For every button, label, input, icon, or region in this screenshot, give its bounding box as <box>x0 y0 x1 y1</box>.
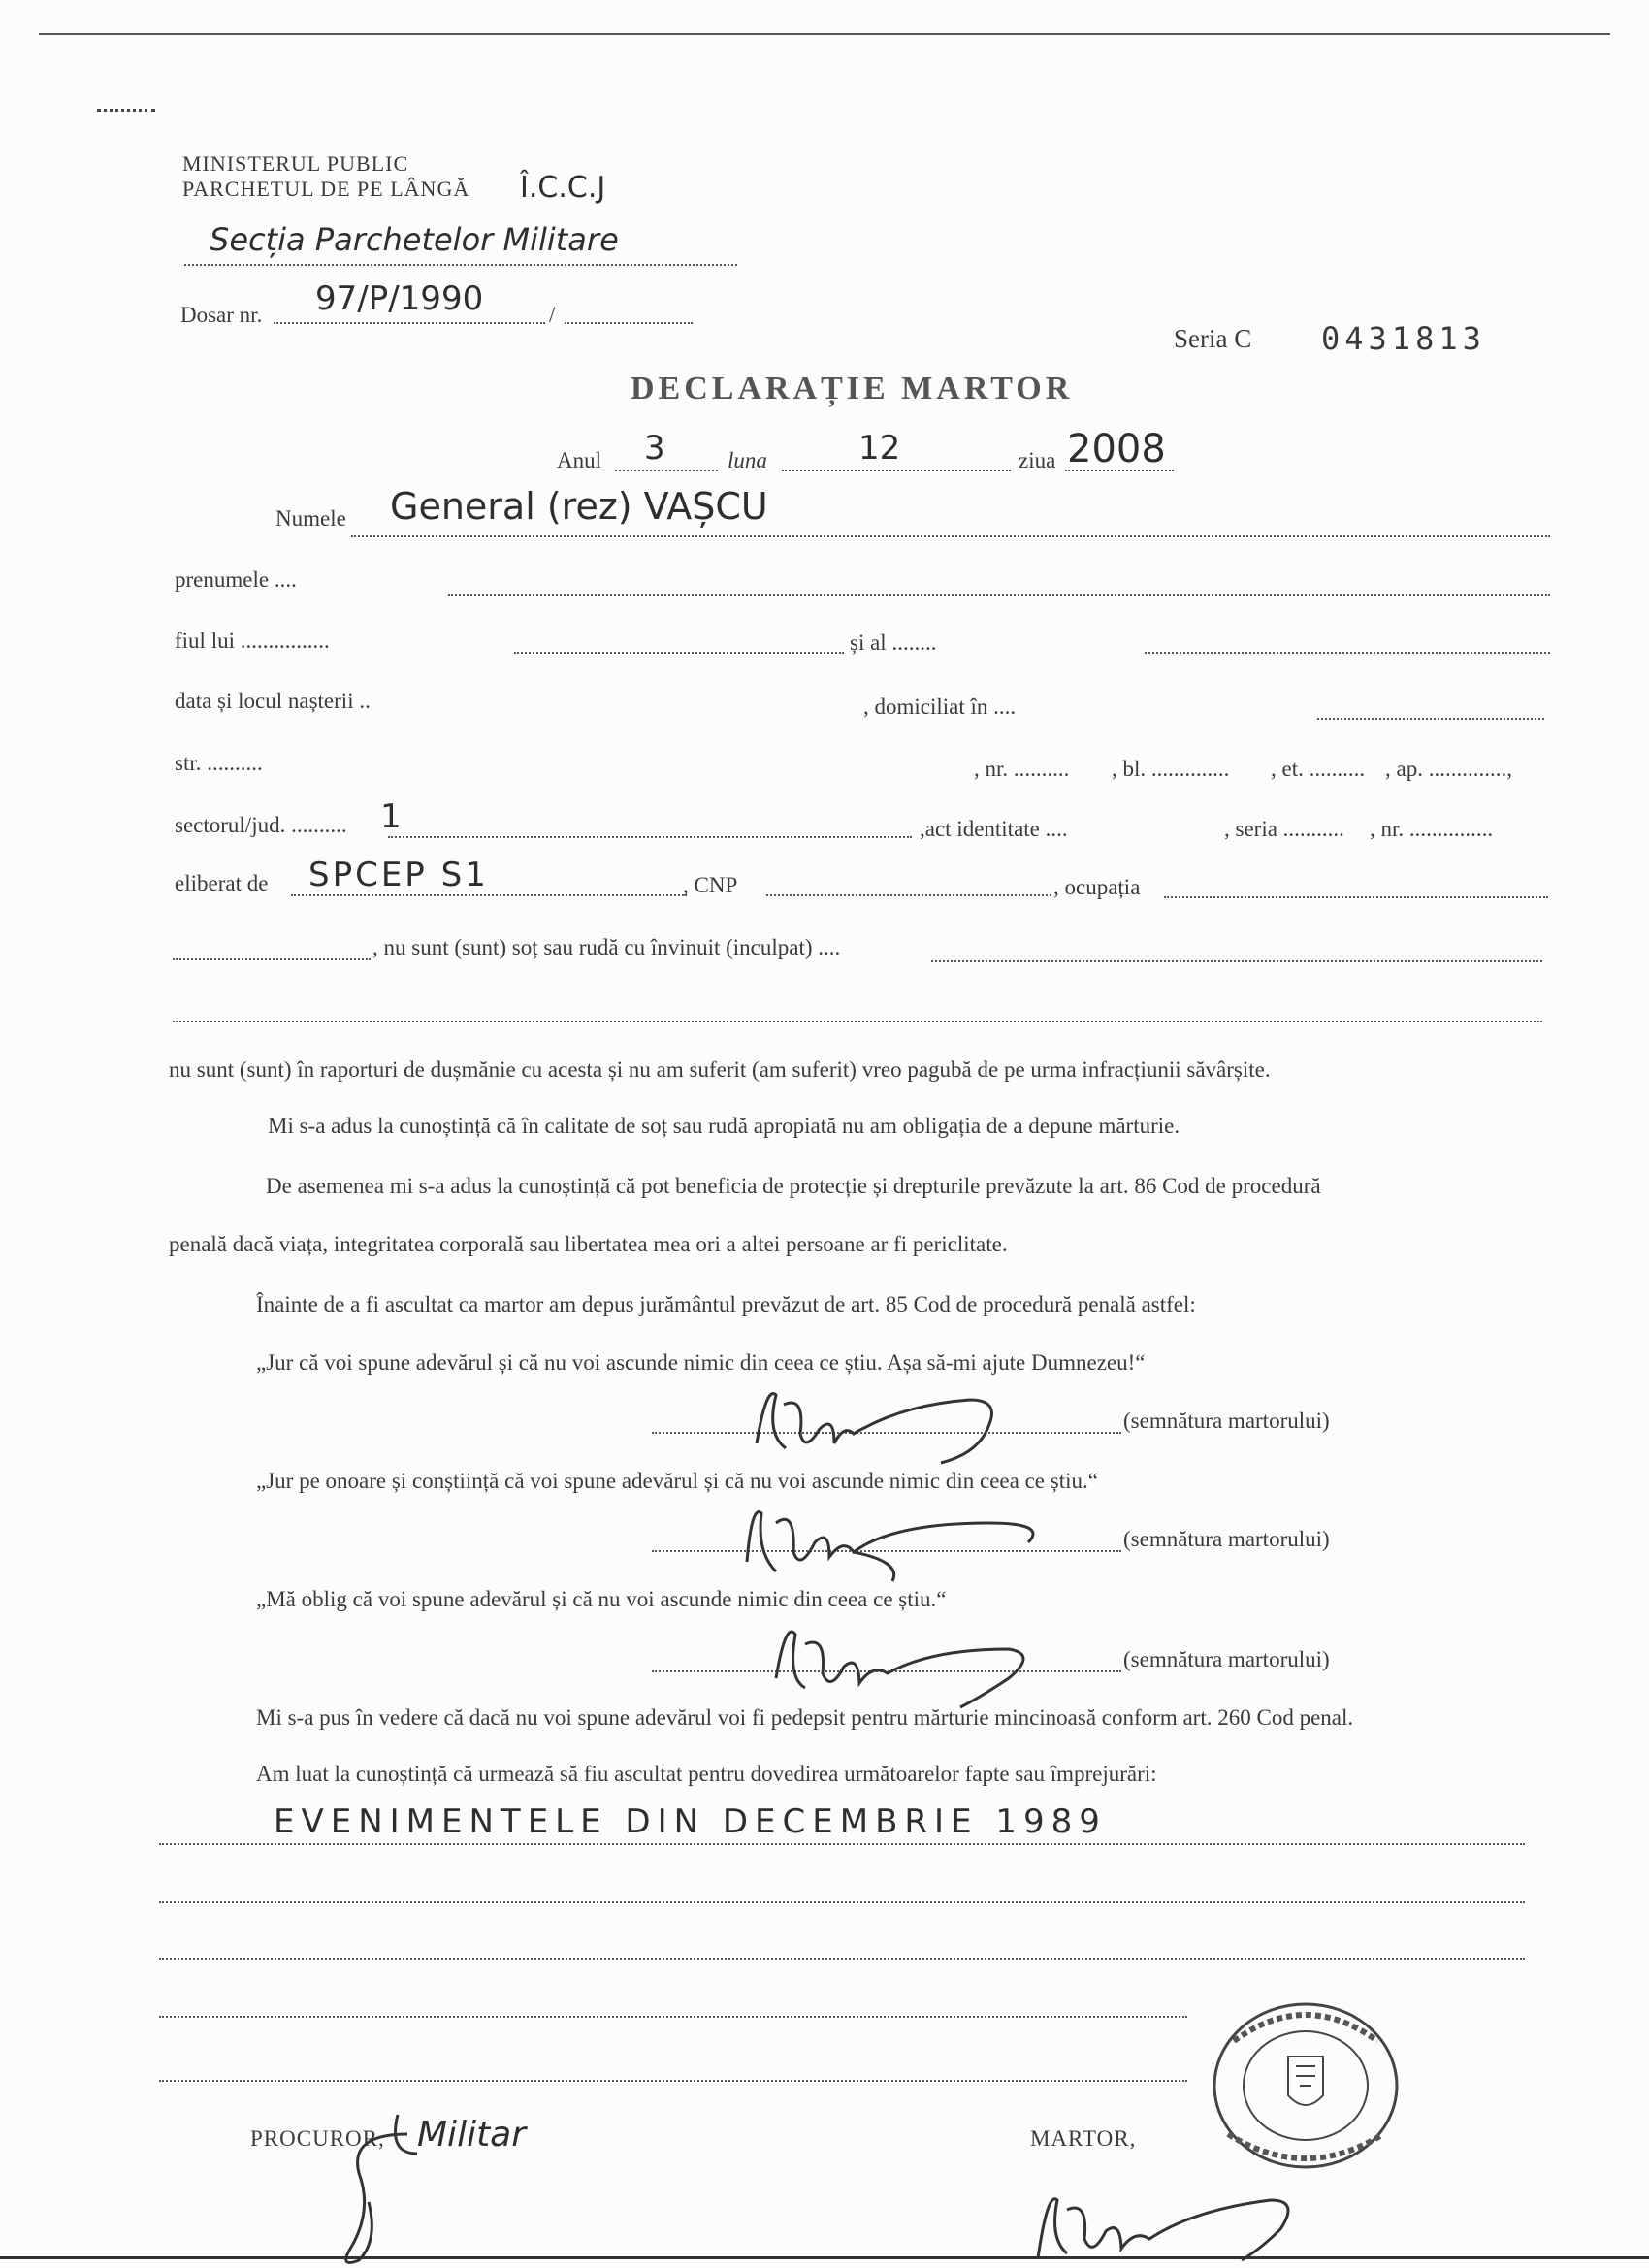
domicile-dots <box>1317 718 1544 720</box>
issued-by-value: SPCEP S1 <box>308 856 489 894</box>
year-value: 3 <box>644 429 665 468</box>
ministry-heading: MINISTERUL PUBLIC <box>182 151 409 176</box>
month-dots <box>782 470 1011 471</box>
statement-facts-intro: Am luat la cunoștință că urmează să fiu ascultat pentru dovedirea următoarelor fapte sau împrejurări: <box>256 1762 1157 1786</box>
year-label: Anul <box>557 448 601 472</box>
facts-value: EVENIMENTELE DIN DECEMBRIE 1989 <box>274 1802 1107 1841</box>
stair-label: , et. .......... <box>1271 757 1366 781</box>
oath1-sig-label: (semnătura martorului) <box>1123 1409 1330 1433</box>
year-dots <box>615 470 718 471</box>
witness-signature-3 <box>766 1610 1086 1717</box>
office-hand-value: Î.C.C.J <box>520 171 606 205</box>
witness-signature-2 <box>737 1484 1086 1591</box>
facts-dots-5 <box>159 2080 1187 2082</box>
day-value: 2008 <box>1067 427 1166 471</box>
father-label: fiul lui ................ <box>175 629 330 653</box>
sector-label: sectorul/jud. .......... <box>175 813 347 837</box>
domicile-label: , domiciliat în .... <box>863 695 1017 719</box>
facts-dots-2 <box>159 1901 1525 1903</box>
oath3-sig-label: (semnătura martorului) <box>1123 1647 1330 1671</box>
statement-no-obligation: Mi s-a adus la cunoștință că în calitate de soț sau rudă apropiată nu am obligația de a depune mărturie. <box>268 1114 1180 1138</box>
id-series-label: , seria ........... <box>1224 817 1344 841</box>
dosar-separator: / <box>549 303 556 327</box>
relative-label: , nu sunt (sunt) soț sau rudă cu învinuit (inculpat) .... <box>372 935 841 959</box>
sector-dots <box>388 836 912 838</box>
statement-oath-intro: Înainte de a fi ascultat ca martor am depus jurământul prevăzut de art. 85 Cod de procedură penală astfel: <box>256 1292 1196 1316</box>
witness-final-signature <box>1028 2171 1319 2264</box>
oath2-sig-label: (semnătura martorului) <box>1123 1527 1330 1551</box>
facts-dots-4 <box>159 2016 1187 2018</box>
father-dots <box>514 652 844 654</box>
prosecutor-hand-signature: Militar <box>417 2115 527 2155</box>
dosar-dots-2 <box>565 322 693 324</box>
day-label: ziua <box>1018 448 1056 472</box>
cnp-dots <box>766 894 1051 896</box>
corner-mark <box>97 109 155 112</box>
issued-by-dots <box>291 894 687 896</box>
relative-dots-right <box>931 960 1542 962</box>
first-name-dots <box>448 594 1550 596</box>
first-name-label: prenumele .... <box>175 567 297 592</box>
dosar-value: 97/P/1990 <box>315 279 484 318</box>
section-underline <box>184 264 737 266</box>
birth-label: data și locul nașterii .. <box>175 689 371 713</box>
section-hand-value: Secția Parchetelor Militare <box>210 221 619 258</box>
name-label: Numele <box>275 506 346 531</box>
relative-dots-line2 <box>173 1021 1542 1022</box>
dosar-dots <box>274 322 545 324</box>
id-number-label: , nr. ............... <box>1370 817 1494 841</box>
prosecutor-label: PROCUROR, <box>250 2126 385 2151</box>
month-value: 12 <box>858 429 901 468</box>
top-border-line <box>39 33 1610 35</box>
statement-enmity: nu sunt (sunt) în raporturi de dușmănie cu acesta și nu am suferit (am suferit) vreo pagubă de pe urma infracțiunii săvârșite. <box>169 1057 1271 1082</box>
prosecutor-signature <box>330 2095 527 2268</box>
id-doc-label: ,act identitate .... <box>920 817 1068 841</box>
occupation-dots <box>1164 896 1548 898</box>
bottom-border-line <box>0 2256 1649 2259</box>
facts-dots-1 <box>159 1843 1525 1845</box>
witness-label: MARTOR, <box>1030 2126 1137 2151</box>
street-label: str. .......... <box>175 751 263 775</box>
document-title: DECLARAȚIE MARTOR <box>630 371 1074 406</box>
apartment-label: , ap. .............., <box>1385 757 1512 781</box>
official-stamp <box>1199 1989 1432 2183</box>
statement-protection-2: penală dacă viața, integritatea corporală sau libertatea mea ori a altei persoane ar fi periclitate. <box>169 1232 1008 1256</box>
dosar-label: Dosar nr. <box>180 303 263 327</box>
block-label: , bl. .............. <box>1112 757 1230 781</box>
name-value: General (rez) VAȘCU <box>390 485 768 528</box>
sector-value: 1 <box>380 797 402 836</box>
series-number: 0431813 <box>1321 320 1486 357</box>
issued-by-label: eliberat de <box>175 871 269 895</box>
cnp-label: , CNP <box>683 873 738 897</box>
facts-dots-3 <box>159 1958 1525 1960</box>
relative-dots-left <box>173 958 371 960</box>
oath-pledge: „Mă oblig că voi spune adevărul și că nu voi ascunde nimic din ceea ce știu.“ <box>256 1587 947 1611</box>
name-dots <box>351 535 1550 537</box>
statement-protection-1: De asemenea mi s-a adus la cunoștință că pot beneficia de protecție și drepturile prevăzute la art. 86 Cod de procedură <box>266 1174 1321 1198</box>
number-label: , nr. .......... <box>974 757 1070 781</box>
oath-honor: „Jur pe onoare și conștiință că voi spune adevărul și că nu voi ascunde nimic din ceea ce știu.“ <box>256 1469 1098 1493</box>
series-label: Seria C <box>1174 324 1252 353</box>
statement-perjury: Mi s-a pus în vedere că dacă nu voi spune adevărul voi fi pedepsit pentru mărturie mincinoasă conform art. 260 Cod penal. <box>256 1705 1354 1730</box>
occupation-label: , ocupația <box>1053 875 1141 899</box>
month-label: luna <box>728 448 767 472</box>
office-heading: PARCHETUL DE PE LÂNGĂ <box>182 177 470 201</box>
oath-religious: „Jur că voi spune adevărul și că nu voi ascunde nimic din ceea ce știu. Așa să-mi ajute Dumnezeu!“ <box>256 1350 1146 1375</box>
mother-label: și al ........ <box>850 631 937 655</box>
witness-signature-1 <box>747 1376 1057 1473</box>
mother-dots <box>1145 652 1550 654</box>
